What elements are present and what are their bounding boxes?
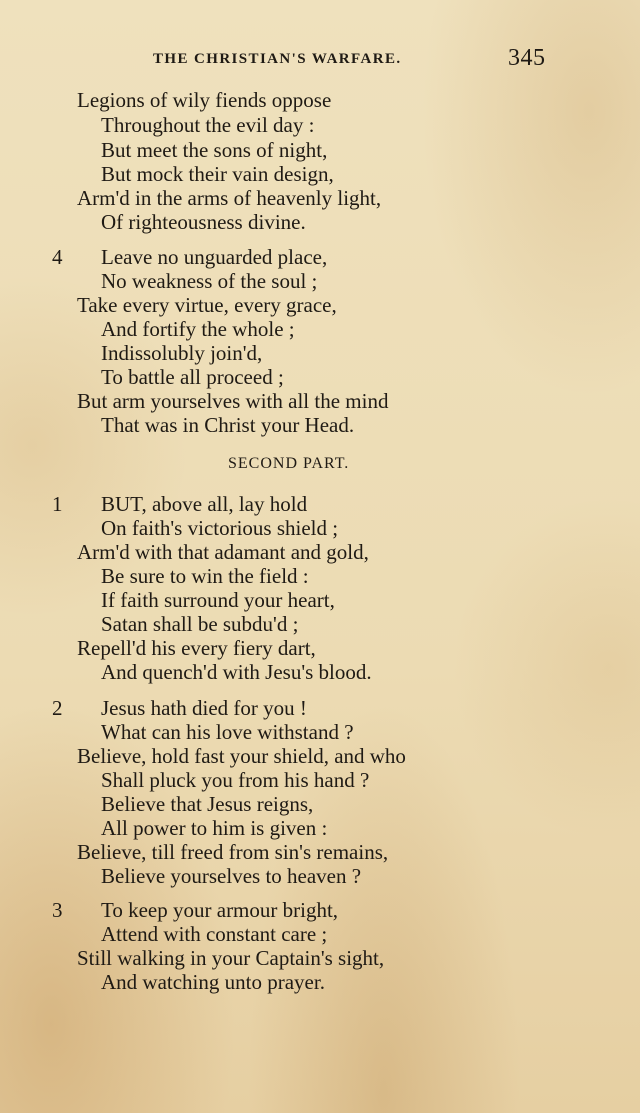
- verse-line: Legions of wily fiends oppose: [77, 88, 332, 112]
- verse-line: That was in Christ your Head.: [101, 413, 355, 437]
- verse-line: Repell'd his every fiery dart,: [77, 636, 316, 660]
- verse-line: And quench'd with Jesu's blood.: [101, 660, 372, 684]
- verse-line: No weakness of the soul ;: [101, 269, 318, 293]
- verse-line: Be sure to win the field :: [101, 564, 309, 588]
- verse-line: Attend with constant care ;: [101, 922, 328, 946]
- verse-line: Satan shall be subdu'd ;: [101, 612, 299, 636]
- verse-line: Throughout the evil day :: [101, 113, 315, 137]
- verse-line: Of righteousness divine.: [101, 210, 306, 234]
- verse-line: If faith surround your heart,: [101, 588, 335, 612]
- stanza-number: 3: [52, 898, 63, 922]
- verse-line: Believe yourselves to heaven ?: [101, 864, 362, 888]
- verse-line: But mock their vain design,: [101, 162, 334, 186]
- verse-line: Indissolubly join'd,: [101, 341, 263, 365]
- verse-line: All power to him is given :: [101, 816, 328, 840]
- running-title: THE CHRISTIAN'S WARFARE.: [153, 51, 402, 67]
- verse-line: And fortify the whole ;: [101, 317, 295, 341]
- verse-line: Leave no unguarded place,: [101, 245, 328, 269]
- verse-line: On faith's victorious shield ;: [101, 516, 339, 540]
- verse-line: Jesus hath died for you !: [101, 696, 307, 720]
- page-number: 345: [508, 45, 546, 71]
- section-title: SECOND PART.: [228, 455, 350, 472]
- page-header: [0, 45, 640, 75]
- verse-line: To keep your armour bright,: [101, 898, 339, 922]
- verse-line: But arm yourselves with all the mind: [77, 389, 389, 413]
- verse-line: Still walking in your Captain's sight,: [77, 946, 385, 970]
- verse-line: Arm'd with that adamant and gold,: [77, 540, 369, 564]
- stanza-number: 1: [52, 492, 63, 516]
- verse-line: To battle all proceed ;: [101, 365, 284, 389]
- verse-line: Take every virtue, every grace,: [77, 293, 337, 317]
- verse-line: Believe, till freed from sin's remains,: [77, 840, 389, 864]
- verse-line: BUT, above all, lay hold: [101, 492, 308, 516]
- verse-line: Shall pluck you from his hand ?: [101, 768, 370, 792]
- verse-line: Arm'd in the arms of heavenly light,: [77, 186, 382, 210]
- verse-line: But meet the sons of night,: [101, 138, 328, 162]
- stanza-number: 2: [52, 696, 63, 720]
- stanza-number: 4: [52, 245, 63, 269]
- verse-line: Believe, hold fast your shield, and who: [77, 744, 406, 768]
- verse-line: Believe that Jesus reigns,: [101, 792, 314, 816]
- verse-line: What can his love withstand ?: [101, 720, 354, 744]
- verse-line: And watching unto prayer.: [101, 970, 325, 994]
